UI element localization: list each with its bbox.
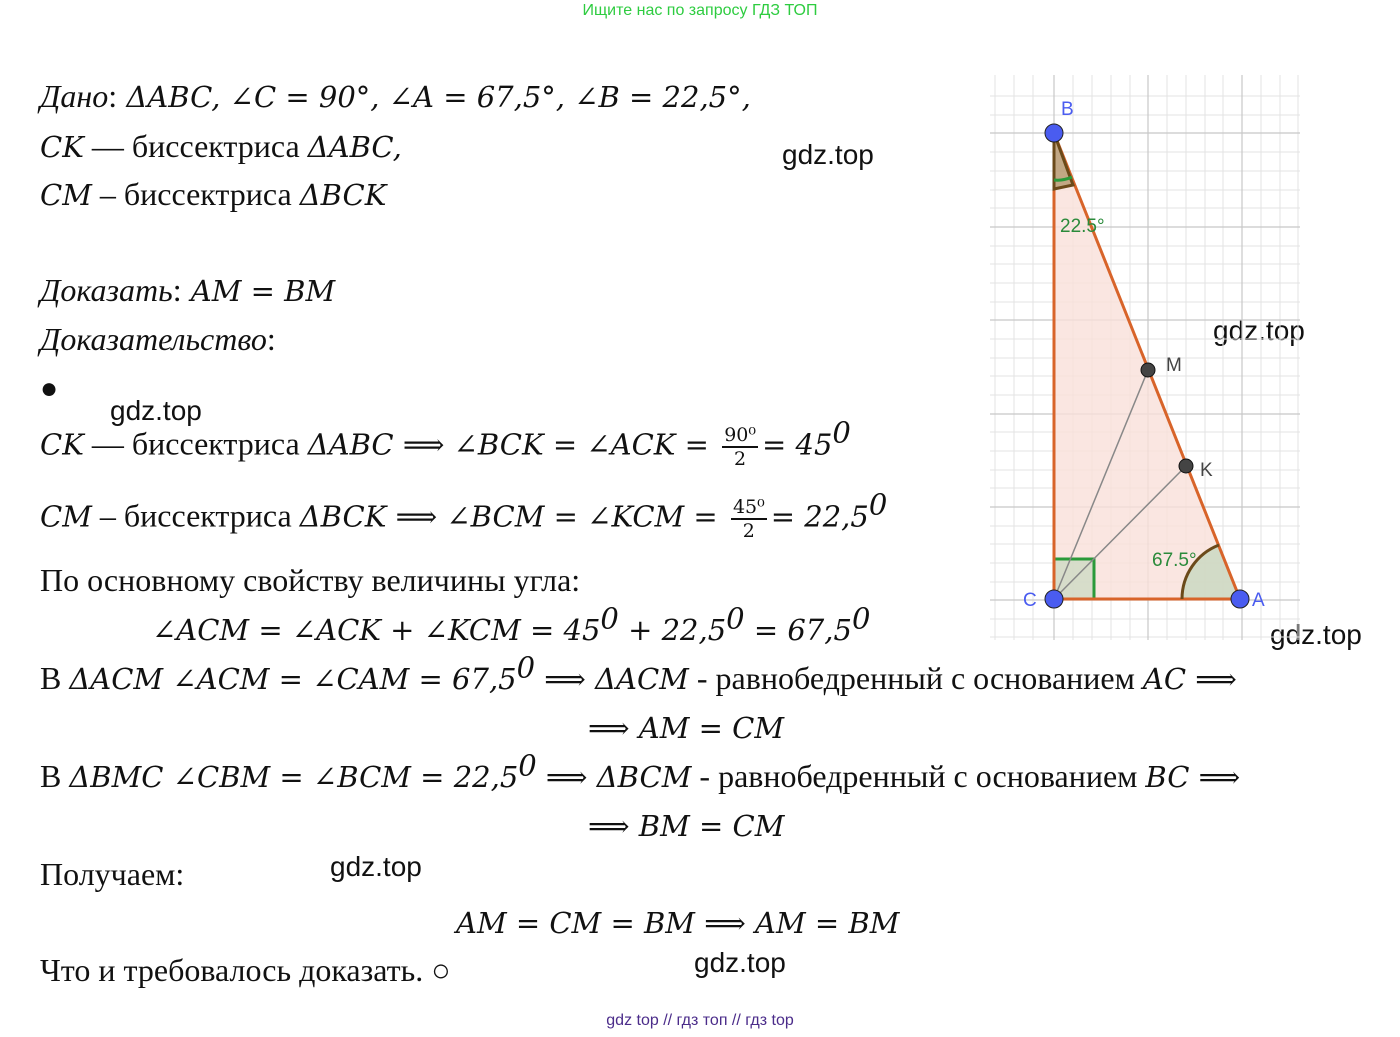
proof-step-7: В ΔBMC ∠CBM = ∠BCM = $22,5^0$ ⟹ ΔBCM - равнобедренный с основанием BC ⟹ — [40, 748, 1241, 794]
watermark: gdz.top — [330, 851, 422, 882]
proof-step-10: AM = CM = BM ⟹ AM = BM — [456, 906, 900, 940]
label-k: K — [1200, 460, 1213, 481]
proof-step-6: ⟹ AM = CM — [588, 711, 785, 745]
proof-step-1: CK — биссектриса ΔABC ⟹ ∠BCK = ∠ACK = $\frac{\text{90⁰}}{2}$ = $45^0$ — [40, 415, 851, 470]
point-k — [1179, 459, 1193, 473]
watermark: gdz.top — [1270, 619, 1362, 650]
given-triangle-angles: ΔABC, ∠C = 90°, ∠A = 67,5°, ∠B = 22,5°, — [117, 80, 751, 114]
triangle-figure — [985, 75, 1305, 645]
given-line-1: Дано: ΔABC, ∠C = 90°, ∠A = 67,5°, ∠B = 22,5°, — [40, 78, 751, 114]
fraction-45-over-2: $\frac{\text{45⁰}}{2}$ — [732, 496, 765, 542]
label-a: A — [1252, 590, 1265, 611]
point-b — [1045, 124, 1063, 142]
point-c — [1045, 590, 1063, 608]
footer-links: gdz top // гдз топ // гдз top — [606, 1012, 794, 1029]
angle-b-label: 22.5° — [1060, 216, 1105, 237]
angle-a-label: 67.5° — [1152, 550, 1197, 571]
watermark: gdz.top — [694, 947, 786, 978]
fraction-90-over-2: $\frac{\text{90⁰}}{2}$ — [724, 424, 756, 470]
point-m — [1141, 363, 1155, 377]
watermark: gdz.top — [782, 139, 874, 170]
prove-label: Доказать — [40, 272, 173, 308]
label-b: B — [1061, 99, 1074, 120]
proof-heading: Доказательство: — [40, 321, 276, 357]
watermark: gdz.top — [1213, 315, 1305, 346]
point-a — [1231, 590, 1249, 608]
label-m: M — [1166, 355, 1182, 376]
proof-step-9: Получаем: — [40, 856, 185, 892]
bullet-icon: ● — [40, 372, 59, 405]
search-banner: Ищите нас по запросу ГДЗ ТОП — [582, 2, 818, 19]
proof-step-4: ∠ACM = ∠ACK + ∠KCM = $45^0 + 22,5^0 = 67,5^0$ — [152, 601, 871, 647]
prove-statement: AM = BM — [181, 274, 336, 308]
proof-step-3: По основному свойству величины угла: — [40, 562, 581, 598]
given-line-3: CM – биссектриса ΔBCK — [40, 176, 387, 212]
given-line-2: CK — биссектриса ΔABC, — [40, 128, 402, 164]
given-label: Дано — [40, 78, 109, 114]
proof-step-2: CM – биссектриса ΔBCK ⟹ ∠BCM = ∠KCM = $\frac{\text{45⁰}}{2}$ = $22,5^0$ — [40, 487, 888, 542]
proof-conclusion: Что и требовалось доказать. ○ — [40, 952, 451, 988]
prove-line: Доказать: AM = BM — [40, 272, 336, 308]
proof-step-5: В ΔACM ∠ACM = ∠CAM = $67,5^0$ ⟹ ΔACM - равнобедренный с основанием AC ⟹ — [40, 650, 1237, 696]
label-c: C — [1023, 590, 1037, 611]
watermark: gdz.top — [110, 395, 202, 426]
proof-step-8: ⟹ BM = CM — [588, 809, 785, 843]
